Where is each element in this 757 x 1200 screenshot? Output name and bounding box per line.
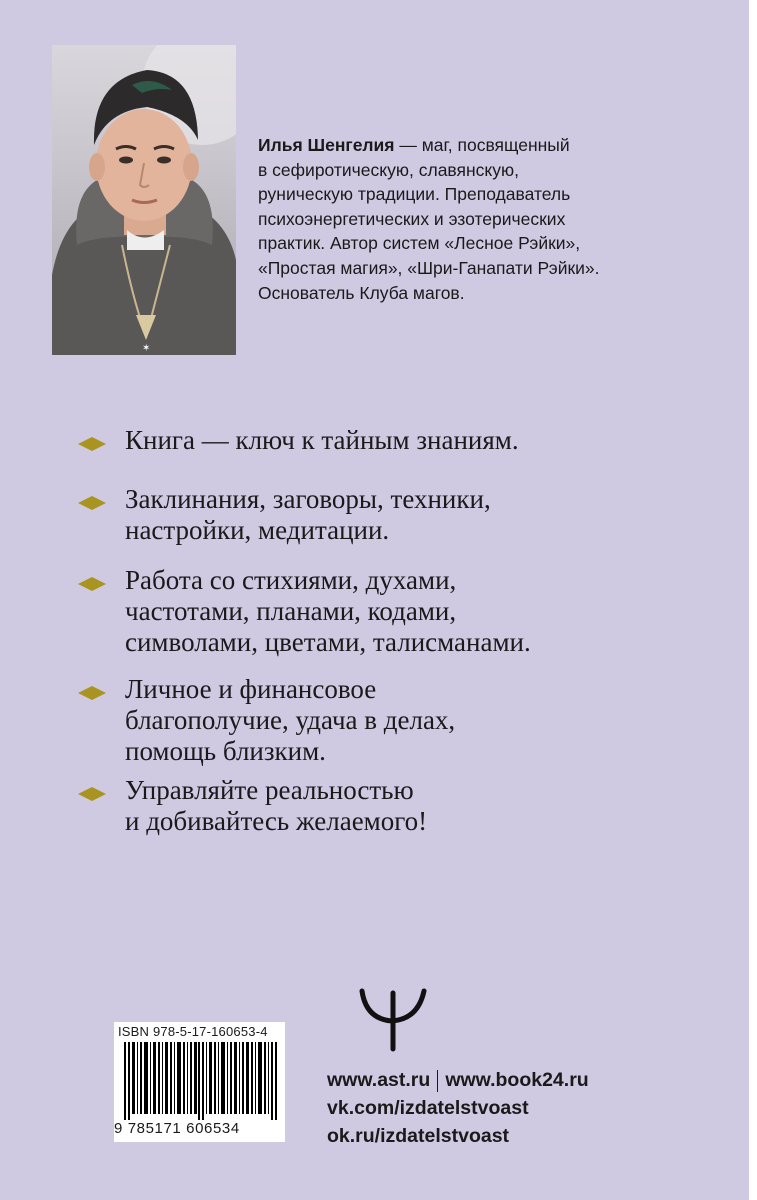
author-name: Илья Шенгелия	[258, 135, 395, 155]
barcode-digits: 9 785171 606534	[114, 1120, 240, 1137]
isbn-text: ISBN 978-5-17-160653-4	[118, 1024, 268, 1039]
feature-text: Заклинания, заговоры, техники, настройки, медитации.	[125, 484, 491, 545]
feature-text: Работа со стихиями, духами, частотами, планами, кодами, символами, цветами, талисманами.	[125, 565, 531, 657]
feature-text: Управляйте реальностью и добивайтесь желаемого!	[125, 775, 428, 836]
feature-text: Книга — ключ к тайным знаниям.	[125, 425, 519, 455]
bio-line: Основатель Клуба магов.	[258, 282, 465, 303]
bio-line: — маг, посвященный	[394, 135, 570, 155]
cover-edge	[749, 0, 757, 1200]
diamond-icon	[78, 787, 106, 801]
author-photo	[52, 45, 236, 355]
site-link-book24[interactable]: www.book24.ru	[445, 1069, 589, 1091]
bio-line: в сефиротическую, славянскую,	[258, 159, 520, 180]
ok-link[interactable]: ok.ru/izdatelstvoast	[327, 1125, 510, 1147]
diamond-icon	[78, 437, 106, 451]
diamond-icon	[78, 496, 106, 510]
psi-icon	[358, 985, 428, 1055]
bio-line: «Простая магия», «Шри-Ганапати Рэйки».	[258, 257, 600, 278]
diamond-icon	[78, 686, 106, 700]
feature-text: Личное и финансовое благополучие, удача в делах, помощь близким.	[125, 674, 456, 766]
svg-text:✶: ✶	[142, 343, 151, 354]
author-bio	[258, 133, 658, 305]
barcode	[114, 1022, 285, 1142]
bio-line: психоэнергетических и эзотерических	[258, 208, 566, 229]
bio-line: руническую традиции. Преподаватель	[258, 184, 571, 205]
vk-link[interactable]: vk.com/izdatelstvoast	[327, 1097, 529, 1119]
publisher-links	[327, 1066, 589, 1150]
diamond-icon	[78, 577, 106, 591]
site-link-ast[interactable]: www.ast.ru	[327, 1069, 431, 1091]
divider	[437, 1070, 438, 1092]
barcode-bars	[116, 1042, 283, 1120]
bio-line: практик. Автор систем «Лесное Рэйки»,	[258, 233, 581, 254]
